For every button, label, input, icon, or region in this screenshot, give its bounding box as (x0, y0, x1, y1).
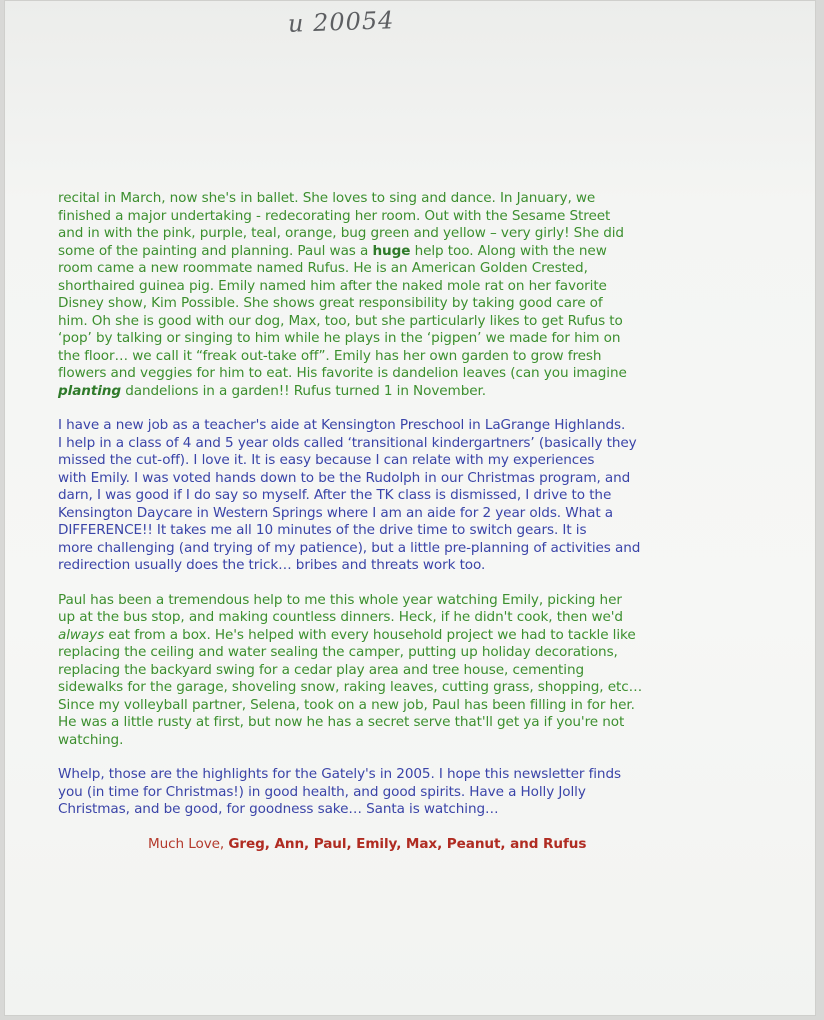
text-run: eat from a box. He's helped with every household project we had to tackle like (104, 626, 636, 643)
text-line (58, 243, 788, 261)
text-line: missed the cut-off). I love it. It is easy because I can relate with my experiences (58, 452, 595, 468)
text-line: DIFFERENCE!! It takes me all 10 minutes of the drive time to switch gears. It is (58, 522, 587, 538)
text-line: Disney show, Kim Possible. She shows great responsibility by taking good care of (58, 295, 603, 311)
paragraph-paul (58, 592, 788, 750)
emphasis-huge: huge (372, 242, 411, 259)
text-line: Whelp, those are the highlights for the Gately's in 2005. I hope this newsletter finds (58, 766, 621, 782)
text-line: the floor… we call it “freak out-take off”. Emily has her own garden to grow fresh (58, 347, 602, 364)
text-line: him. Oh she is good with our dog, Max, too, but she particularly likes to get Rufus to (58, 312, 623, 329)
text-line: sidewalks for the garage, shoveling snow, raking leaves, cutting grass, shopping, etc… (58, 679, 643, 695)
text-line: and in with the pink, purple, teal, orange, bug green and yellow – very girly! She did (58, 225, 624, 241)
emphasis-always: always (58, 626, 105, 643)
text-run: help too. Along with the new (410, 242, 607, 259)
text-line: shorthaired guinea pig. Emily named him after the naked mole rat on her favorite (58, 277, 607, 294)
text-line: finished a major undertaking - redecorating her room. Out with the Sesame Street (58, 207, 611, 224)
text-line: replacing the backyard swing for a cedar play area and tree house, cementing (58, 661, 584, 678)
text-line (58, 383, 788, 401)
text-line: Since my volleyball partner, Selena, took on a new job, Paul has been filling in for her. (58, 696, 635, 713)
text-line: ‘pop’ by talking or singing to him while he plays in the ‘pigpen’ we made for him on (58, 330, 621, 346)
text-line: I have a new job as a teacher's aide at Kensington Preschool in LaGrange Highlands. (58, 417, 626, 433)
text-line: Paul has been a tremendous help to me this whole year watching Emily, picking her (58, 591, 622, 608)
text-line: Christmas, and be good, for goodness sake… Santa is watching… (58, 801, 499, 817)
text-run: dandelions in a garden!! Rufus turned 1 in November. (121, 382, 486, 399)
text-line (58, 627, 788, 645)
signoff-names: Greg, Ann, Paul, Emily, Max, Peanut, and Rufus (228, 835, 587, 852)
text-line: watching. (58, 731, 124, 748)
text-line: up at the bus stop, and making countless dinners. Heck, if he didn't cook, then we'd (58, 609, 623, 625)
signoff (58, 836, 788, 854)
text-line: Kensington Daycare in Western Springs where I am an aide for 2 year olds. What a (58, 504, 614, 521)
text-line: you (in time for Christmas!) in good health, and good spirits. Have a Holly Jolly (58, 783, 586, 800)
paragraph-closing (58, 766, 788, 819)
text-line: more challenging (and trying of my patience), but a little pre-planning of activities and (58, 539, 641, 556)
text-line: with Emily. I was voted hands down to be the Rudolph in our Christmas program, and (58, 469, 631, 486)
text-run: some of the painting and planning. Paul was a (58, 242, 373, 259)
letter-page (4, 0, 816, 1016)
emphasis-planting: planting (58, 382, 122, 399)
text-line: redirection usually does the trick… bribes and threats work too. (58, 557, 486, 573)
signoff-prefix: Much Love, (148, 835, 229, 852)
text-line: darn, I was good if I do say so myself. After the TK class is dismissed, I drive to the (58, 487, 612, 503)
paragraph-emily (58, 190, 788, 400)
text-line: I help in a class of 4 and 5 year olds called ‘transitional kindergartners’ (basically they (58, 434, 637, 451)
text-line: flowers and veggies for him to eat. His favorite is dandelion leaves (can you imagine (58, 365, 627, 381)
paragraph-new-job (58, 417, 788, 575)
text-line: recital in March, now she's in ballet. She loves to sing and dance. In January, we (58, 190, 596, 206)
text-line: He was a little rusty at first, but now he has a secret serve that'll get ya if you're not (58, 714, 625, 730)
letter-body (58, 190, 788, 853)
handwritten-note: u 20054 (287, 6, 395, 38)
text-line: room came a new roommate named Rufus. He is an American Golden Crested, (58, 260, 588, 276)
text-line: replacing the ceiling and water sealing the camper, putting up holiday decorations, (58, 644, 618, 660)
